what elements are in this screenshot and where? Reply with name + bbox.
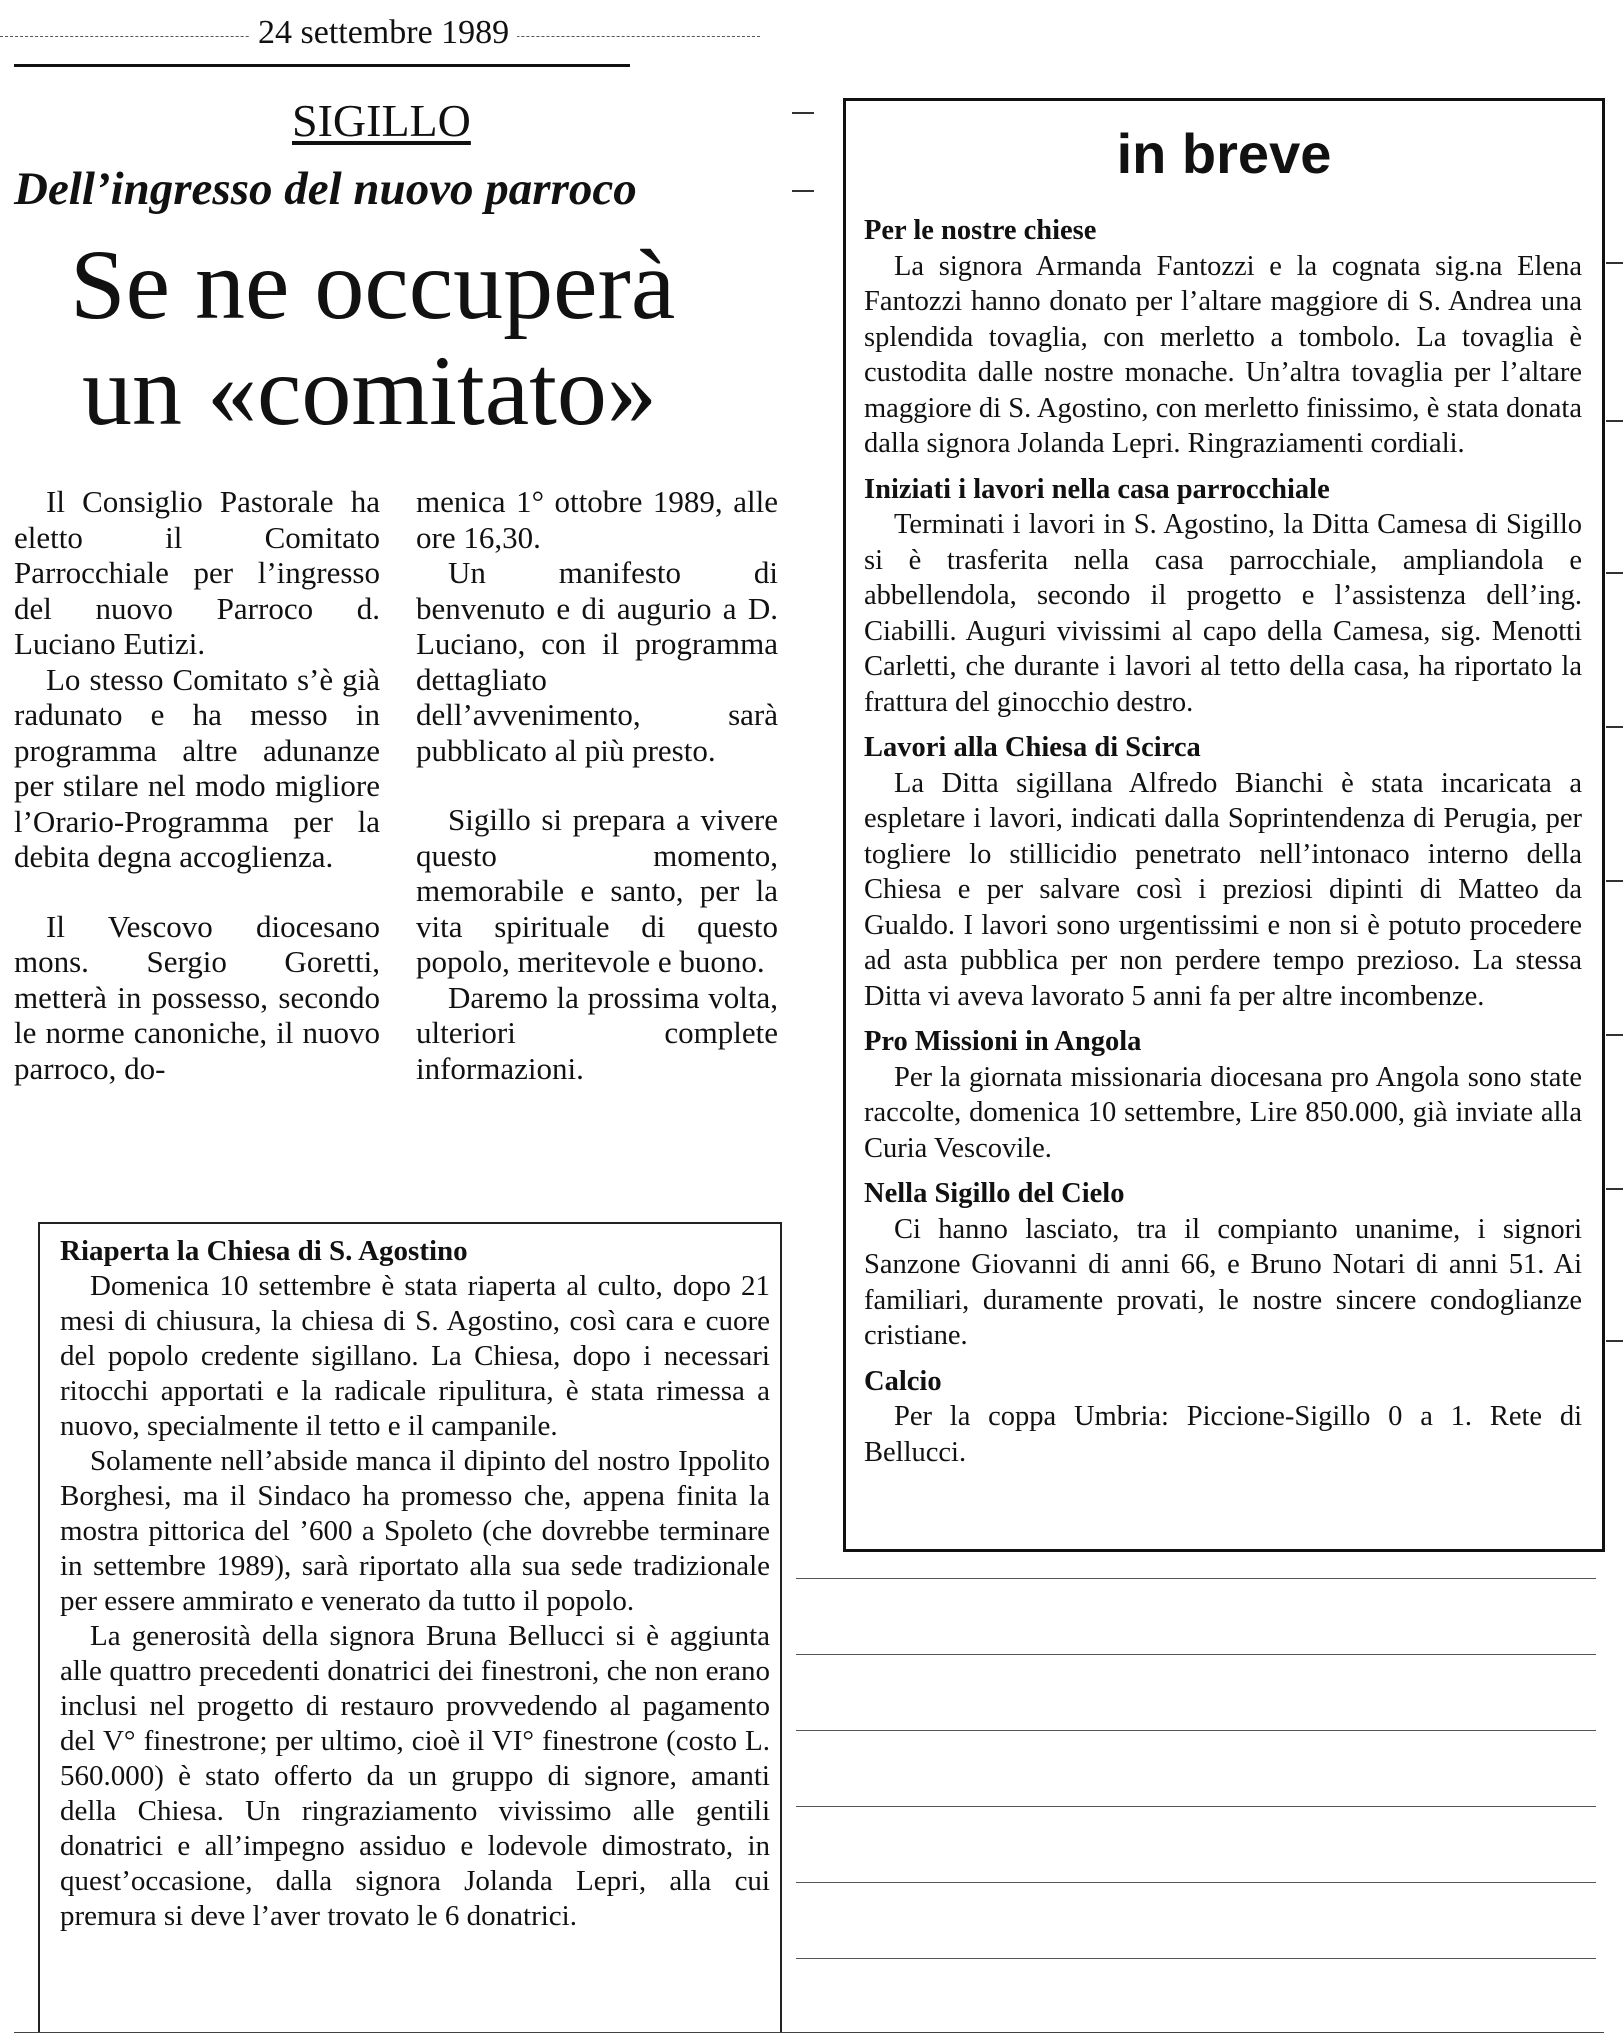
article-headline (70, 229, 770, 446)
article-paragraph: menica 1° ottobre 1989, alle ore 16,30. (416, 484, 778, 555)
article-paragraph: Lo stesso Comitato s’è già radunato e ha messo in programma altre adunanze per stilare nel modo migliore l’Orario-Programma per la debita degna accoglienza. (14, 661, 380, 874)
margin-dash (1606, 1034, 1623, 1036)
breve-section-body: Per la giornata missionaria diocesana pro Angola sono state raccolte, domenica 10 settembre, Lire 850.000, già inviate alla Curia Vescovile. (864, 1061, 1582, 1164)
agostino-box (38, 1222, 782, 2032)
breve-section-body: Per la coppa Umbria: Piccione-Sigillo 0 a 1. Rete di Bellucci. (864, 1401, 1582, 1468)
ruled-line (796, 1654, 1596, 1655)
agostino-paragraph: La generosità della signora Bruna Bellucci si è aggiunta alle quattro precedenti donatrici dei finestroni, che non erano inclusi nel progetto di restauro provvedendo al pagamento del V° finestrone; per ultimo, cioè il VI° finestrone (costo L. 560.000) è stato offerto da un gruppo di signore, amanti della Chiesa. Un ringraziamento vivissimo alle gentili donatrici e all’impegno assiduo e lodevole dimostrato, in quest’occasione, dalla signora Jolanda Lepri, alla cui premura si deve l’aver trovato le 6 donatrici. (60, 1620, 770, 1932)
page-bottom-rule (14, 2032, 1604, 2033)
breve-section-body: La Ditta sigillana Alfredo Bianchi è stata incaricata a espletare i lavori, indicati dalla Soprintendenza di Perugia, per togliere lo stillicidio penetrato nell’intonaco interno della Chiesa e per salvare così i preziosi dipinti di Matteo da Gualdo. I lavori sono urgentissimi e non si è potuto procedere ad asta pubblica per non perdere tempo prezioso. La stessa Ditta vi aveva lavorato 5 anni fa per altre incombenze. (864, 767, 1582, 1012)
article-subhead: Dell’ingresso del nuovo parroco (14, 163, 637, 215)
ruled-line (796, 1882, 1596, 1883)
breve-section-title: Lavori alla Chiesa di Scirca (864, 732, 1201, 763)
breve-section-body: Ci hanno lasciato, tra il compianto unanime, i signori Sanzone Giovanni di anni 66, e Bruno Notari di anni 51. Ai familiari, duramente provati, le nostre sincere condoglianze cristiane. (864, 1213, 1582, 1351)
breve-section-body: Terminati i lavori in S. Agostino, la Ditta Camesa di Sigillo si è trasferita nella casa parrocchiale, ampliandola e abbellendola, secondo il progetto e l’assistenza dell’ing. Ciabilli. Auguri vivissimi al capo della Camesa, sig. Menotti Carletti, che durante i lavori al tetto della casa, ha riportato la frattura del ginocchio destro. (864, 509, 1582, 718)
ruled-line (796, 1730, 1596, 1731)
ruled-line (796, 1958, 1596, 1959)
article-column-left (14, 484, 380, 1086)
issue-date: 24 settembre 1989 (250, 14, 517, 52)
margin-dash (1606, 420, 1623, 422)
breve-section-title: Iniziati i lavori nella casa parrocchiale (864, 473, 1330, 505)
article-column-middle (416, 484, 778, 1086)
in-breve-box (843, 98, 1605, 1552)
dateline (0, 14, 760, 54)
margin-dash (1606, 726, 1623, 728)
header-thick-rule (14, 64, 630, 67)
article-paragraph: Il Consiglio Pastorale ha eletto il Comitato Parrocchiale per l’ingresso del nuovo Parroco d. Luciano Eutizi. (14, 484, 380, 661)
article-paragraph: Daremo la prossima volta, ulteriori complete informazioni. (416, 979, 778, 1086)
headline-line-1: Se ne occuperà (70, 229, 676, 340)
margin-dash (1606, 880, 1623, 882)
margin-dash (1606, 262, 1623, 264)
margin-dash (792, 112, 814, 114)
margin-dash (1606, 1340, 1623, 1342)
agostino-title: Riaperta la Chiesa di S. Agostino (60, 1235, 468, 1267)
margin-dash (1606, 572, 1623, 574)
headline-line-2: un «comitato» (82, 335, 657, 446)
article-kicker: SIGILLO (292, 95, 471, 146)
ruled-line (796, 1806, 1596, 1807)
ruled-line (796, 1578, 1596, 1579)
article-paragraph: Il Vescovo diocesano mons. Sergio Goretti, metterà in possesso, secondo le norme canoniche, il nuovo parroco, do- (14, 908, 380, 1086)
in-breve-title: in breve (1116, 122, 1332, 185)
breve-section-body: La signora Armanda Fantozzi e la cognata sig.na Elena Fantozzi hanno donato per l’altare maggiore di S. Andrea una splendida tovaglia, con merletto a tombolo. La tovaglia è custodita dalle nostre monache. Un’altra tovaglia per l’altare maggiore di S. Agostino, con merletto finissimo, è stata donata dalla signora Jolanda Lepri. Ringraziamenti cordiali. (864, 250, 1582, 459)
margin-dash (1606, 1188, 1623, 1190)
breve-section-title: Nella Sigillo del Cielo (864, 1178, 1125, 1209)
agostino-paragraph: Solamente nell’abside manca il dipinto del nostro Ippolito Borghesi, ma il Sindaco ha promesso che, appena finita la mostra pittorica del ’600 a Spoleto (che dovrebbe terminare in settembre 1989), sarà riportato alla sua sede tradizionale per essere ammirato e venerato da tutto il popolo. (60, 1445, 770, 1617)
margin-dash (792, 190, 814, 192)
breve-section-title: Pro Missioni in Angola (864, 1026, 1142, 1057)
article-paragraph: Un manifesto di benvenuto e di augurio a D. Luciano, con il programma dettagliato dell’avvenimento, sarà pubblicato al più presto. (416, 555, 778, 768)
breve-section-title: Calcio (864, 1365, 942, 1397)
breve-section-title: Per le nostre chiese (864, 215, 1097, 246)
article-paragraph: Sigillo si prepara a vivere questo momento, memorabile e santo, per la vita spirituale di questo popolo, meritevole e buono. (416, 802, 778, 979)
agostino-paragraph: Domenica 10 settembre è stata riaperta al culto, dopo 21 mesi di chiusura, la chiesa di S. Agostino, così cara e cuore del popolo credente sigillano. La Chiesa, dopo i necessari ritocchi apportati e la radicale ripulitura, è stata rimessa a nuovo, specialmente il tetto e il campanile. (60, 1270, 770, 1442)
